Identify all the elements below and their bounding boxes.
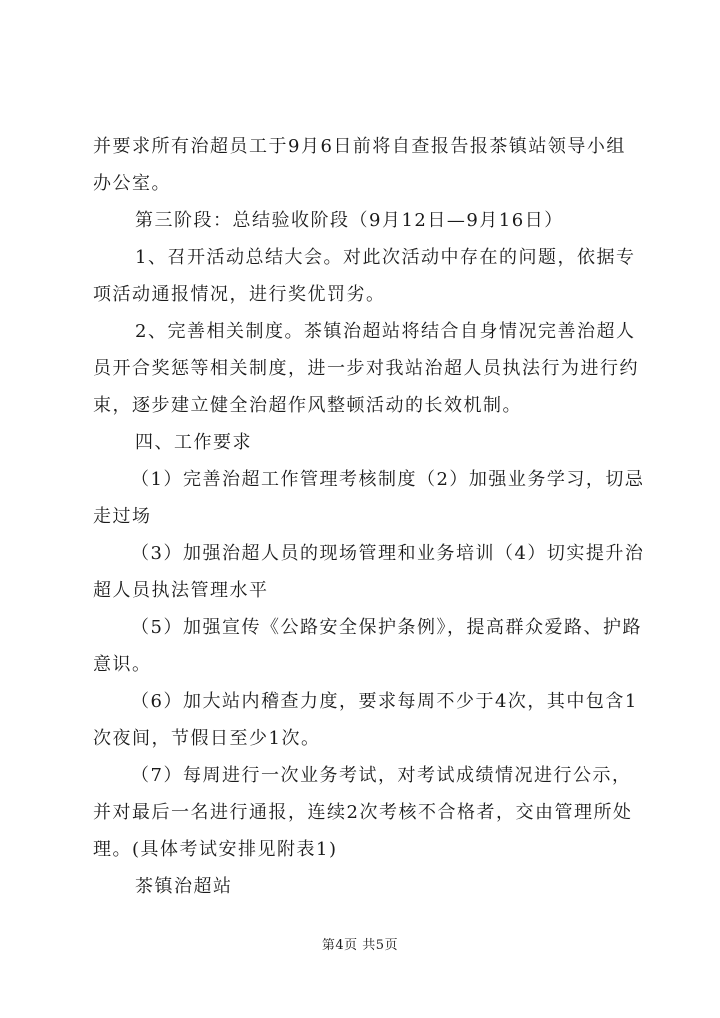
- body-text-line: 1、召开活动总结大会。对此次活动中存在的问题，依据专: [135, 247, 636, 268]
- body-text-line: 意识。: [93, 654, 152, 675]
- body-text-line: （6）加大站内稽查力度，要求每周不少于4次，其中包含1: [131, 691, 638, 712]
- body-text-line: 并对最后一名进行通报，连续2次考核不合格者，交由管理所处: [93, 802, 633, 823]
- body-text-line: 次夜间，节假日至少1次。: [93, 728, 321, 749]
- section-heading: 四、工作要求: [135, 432, 252, 453]
- signature-line: 茶镇治超站: [135, 876, 233, 897]
- body-text-line: 并要求所有治超员工于9月6日前将自查报告报茶镇站领导小组: [93, 136, 626, 157]
- body-text-line: （5）加强宣传《公路安全保护条例》，提高群众爱路、护路: [131, 617, 642, 638]
- body-text-line: （7）每周进行一次业务考试，对考试成绩情况进行公示，: [131, 765, 632, 786]
- body-text-line: 超人员执法管理水平: [93, 580, 269, 601]
- body-text-line: 理。(具体考试安排见附表1): [93, 839, 338, 860]
- page-number-footer: 第4页 共5页: [321, 938, 399, 953]
- body-text-line: （3）加强治超人员的现场管理和业务培训（4）切实提升治: [131, 543, 645, 564]
- body-text-line: （1）完善治超工作管理考核制度（2）加强业务学习，切忌: [131, 469, 645, 490]
- body-text-line: 员开合奖惩等相关制度，进一步对我站治超人员执法行为进行约: [93, 358, 639, 379]
- section-heading: 第三阶段：总结验收阶段（9月12日—9月16日）: [135, 210, 564, 231]
- body-text-line: 办公室。: [93, 173, 171, 194]
- body-text-line: 项活动通报情况，进行奖优罚劣。: [93, 284, 386, 305]
- body-text-line: 束，逐步建立健全治超作风整顿活动的长效机制。: [93, 395, 522, 416]
- body-text-line: 2、完善相关制度。茶镇治超站将结合自身情况完善治超人: [135, 321, 636, 342]
- body-text-line: 走过场: [93, 506, 152, 527]
